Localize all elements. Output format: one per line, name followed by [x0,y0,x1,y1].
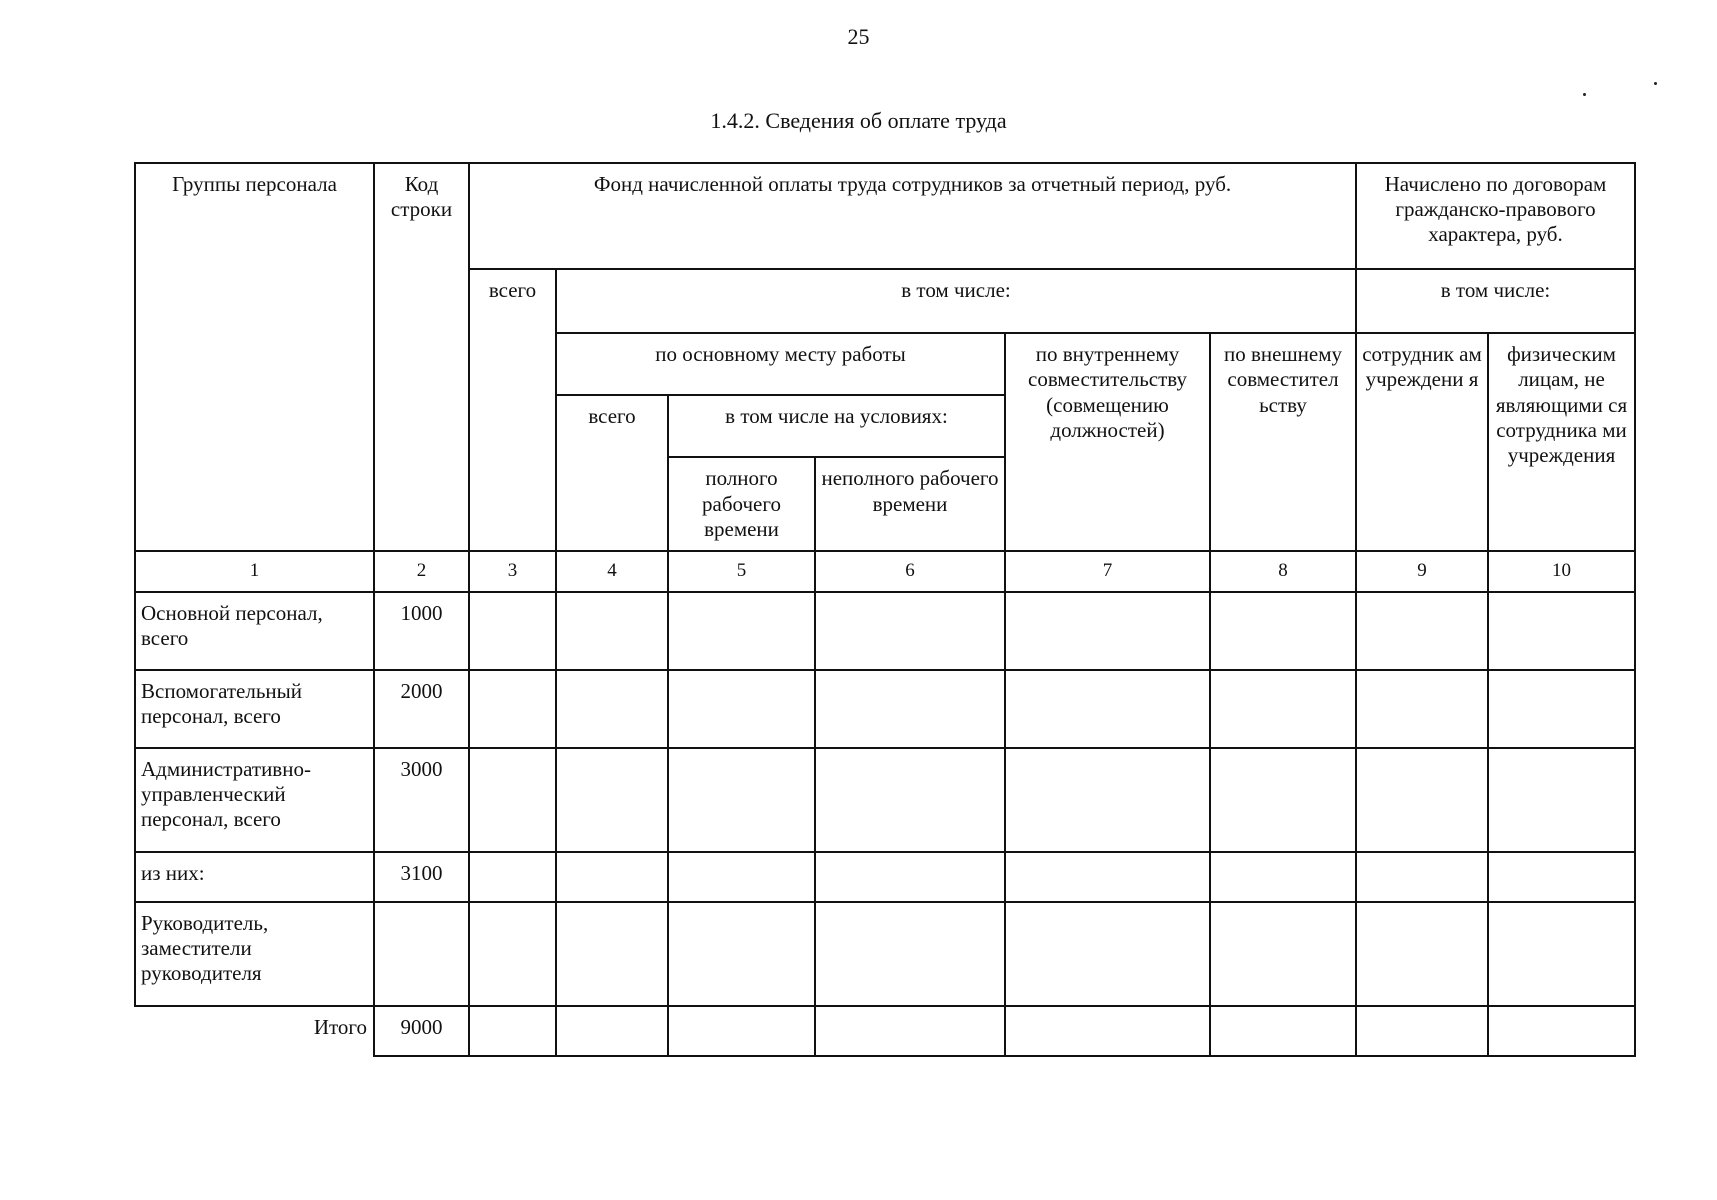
column-number: 2 [374,551,469,592]
data-cell[interactable] [1488,670,1635,748]
data-cell[interactable] [668,902,815,1006]
data-cell[interactable] [1356,1006,1488,1056]
column-number: 5 [668,551,815,592]
data-cell[interactable] [1005,852,1210,902]
row-label: Основной персонал, всего [135,592,374,670]
data-cell[interactable] [1488,852,1635,902]
header-non-staff: физическим лицам, не являющими ся сотрудника ми учреждения [1488,333,1635,551]
data-cell[interactable] [668,852,815,902]
page-title: 1.4.2. Сведения об оплате труда [710,108,1007,133]
data-cell[interactable] [815,748,1005,852]
table-row [135,902,1635,1006]
column-number: 3 [469,551,556,592]
data-cell[interactable] [469,902,556,1006]
data-cell[interactable] [1005,670,1210,748]
data-cell[interactable] [1005,592,1210,670]
data-cell[interactable] [1210,592,1356,670]
table-row [135,852,1635,902]
data-cell[interactable] [1356,592,1488,670]
data-cell[interactable] [556,1006,668,1056]
scan-speck [1654,82,1657,85]
column-number: 9 [1356,551,1488,592]
column-number: 10 [1488,551,1635,592]
header-full-time: полного рабочего времени [668,457,815,551]
data-cell[interactable] [556,748,668,852]
data-cell[interactable] [1210,670,1356,748]
data-cell[interactable] [556,670,668,748]
data-cell[interactable] [668,1006,815,1056]
total-label: Итого [313,1014,367,1039]
column-number: 8 [1210,551,1356,592]
row-code: 1000 [374,592,469,670]
header-contracts: Начислено по договорам гражданско-правового характера, руб. [1356,163,1635,269]
data-cell[interactable] [1005,902,1210,1006]
data-cell[interactable] [469,748,556,852]
data-cell[interactable] [556,852,668,902]
data-cell[interactable] [815,670,1005,748]
data-cell[interactable] [1005,748,1210,852]
header-fund: Фонд начисленной оплаты труда сотрудников за отчетный период, руб. [469,163,1356,269]
data-cell[interactable] [1488,1006,1635,1056]
data-cell[interactable] [815,1006,1005,1056]
page-number: 25 [847,24,870,49]
data-cell[interactable] [1356,748,1488,852]
data-cell[interactable] [469,852,556,902]
data-cell[interactable] [556,902,668,1006]
header-staff: сотрудник ам учреждени я [1356,333,1488,551]
data-cell[interactable] [1005,1006,1210,1056]
data-cell[interactable] [1210,748,1356,852]
data-cell[interactable] [1210,1006,1356,1056]
header-contracts-including: в том числе: [1356,269,1635,333]
row-label: Административно-управленческий персонал, всего [135,748,374,852]
row-label: Вспомогательный персонал, всего [135,670,374,748]
data-cell[interactable] [1210,852,1356,902]
column-number: 6 [815,551,1005,592]
header-main-place: по основному месту работы [556,333,1005,395]
column-number: 4 [556,551,668,592]
data-cell[interactable] [668,670,815,748]
data-cell[interactable] [1210,902,1356,1006]
row-code: 2000 [374,670,469,748]
row-code: 3000 [374,748,469,852]
data-cell[interactable] [815,902,1005,1006]
data-cell[interactable] [668,748,815,852]
header-groups: Группы персонала [135,163,374,551]
header-external: по внешнему совместител ьству [1210,333,1356,551]
total-code: 9000 [374,1006,469,1056]
data-cell[interactable] [1488,902,1635,1006]
header-total: всего [469,269,556,551]
header-internal: по внутреннему совместительству (совмещению должностей) [1005,333,1210,551]
header-main-conditions: в том числе на условиях: [668,395,1005,457]
column-number: 7 [1005,551,1210,592]
header-part-time: неполного рабочего времени [815,457,1005,551]
data-cell[interactable] [1356,852,1488,902]
data-cell[interactable] [556,592,668,670]
column-numbers-row [135,551,1635,592]
row-label: из них: [135,852,374,902]
data-cell[interactable] [1356,670,1488,748]
data-cell[interactable] [1488,592,1635,670]
table-row [135,670,1635,748]
row-label: Руководитель, заместители руководителя [135,902,374,1006]
data-cell[interactable] [469,592,556,670]
header-main-total: всего [556,395,668,551]
salary-table [134,162,1636,1057]
table-row [135,748,1635,852]
data-cell[interactable] [469,1006,556,1056]
data-cell[interactable] [815,852,1005,902]
header-including: в том числе: [556,269,1356,333]
column-number: 1 [135,551,374,592]
header-code: Код строки [374,163,469,551]
row-code: 3100 [374,852,469,902]
data-cell[interactable] [815,592,1005,670]
scan-speck [1583,93,1586,96]
total-row [135,1006,1635,1056]
header-row-1 [135,163,1635,269]
table-row [135,592,1635,670]
data-cell[interactable] [1356,902,1488,1006]
data-cell[interactable] [1488,748,1635,852]
data-cell[interactable] [668,592,815,670]
data-cell[interactable] [469,670,556,748]
row-code [374,902,469,1006]
